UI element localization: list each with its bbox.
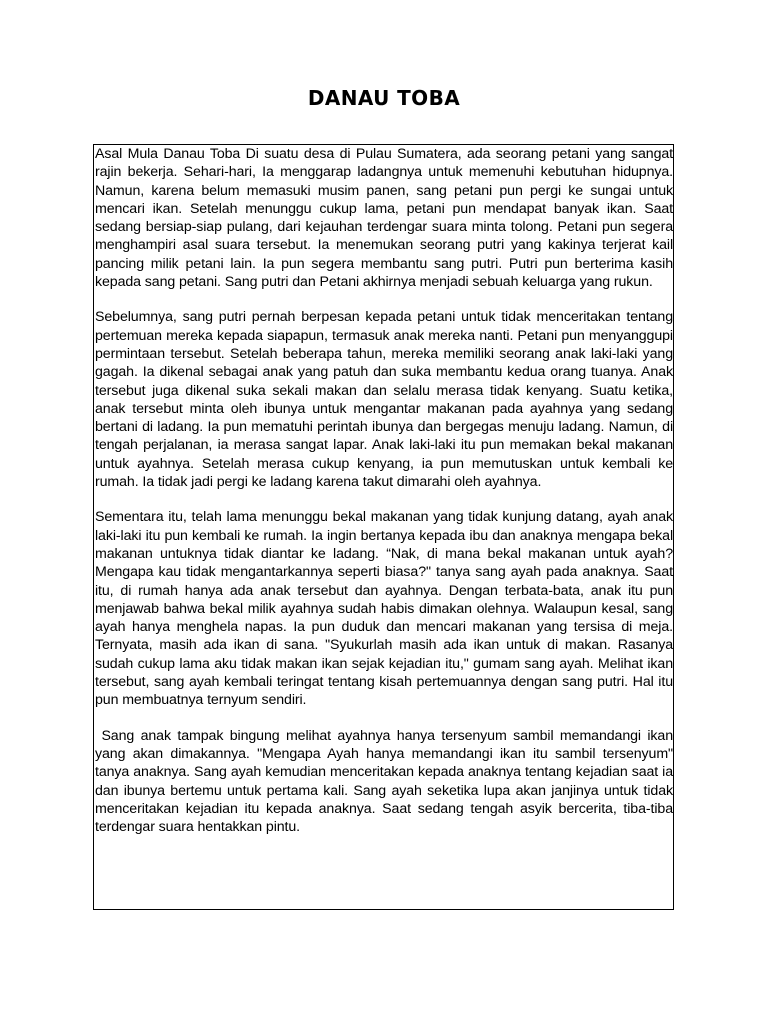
story-paragraph-4: Sang anak tampak bingung melihat ayahnya hanya tersenyum sambil memandangi ikan yang akan dimakannya. "Mengapa Ayah hanya memandangi ikan itu sambil tersenyum" tanya anaknya. Sang ayah kemudian menceritakan kepada anaknya tentang kejadian saat ia dan ibunya bertemu untuk pertama kali. Sang ayah seketika lupa akan janjinya untuk tidak menceritakan kejadian itu kepada anaknya. Saat sedang tengah asyik bercerita, tiba-tiba terdengar suara hentakkan pintu.	[95, 727, 677, 836]
story-text-box	[93, 144, 677, 910]
story-paragraph-2: Sebelumnya, sang putri pernah berpesan kepada petani untuk tidak menceritakan tentang pertemuan mereka kepada siapapun, termasuk anak mereka nanti. Petani pun menyanggupi permintaan tersebut. Setelah beberapa tahun, mereka memiliki seorang anak laki-laki yang gagah. Ia dikenal sebagai anak yang patuh dan suka membantu kedua orang tuanya. Anak tersebut juga dikenal suka sekali makan dan selalu merasa tidak kenyang. Suatu ketika, anak tersebut minta oleh ibunya untuk mengantar makanan pada ayahnya yang sedang bertani di ladang. Ia pun mematuhi perintah ibunya dan bergegas menuju ladang. Namun, di tengah perjalanan, ia merasa sangat lapar. Anak laki-laki itu pun memakan bekal makanan untuk ayahnya. Setelah merasa cukup kenyang, ia pun memutuskan untuk kembali ke rumah. Ia tidak jadi pergi ke ladang karena takut dimarahi oleh ayahnya.	[95, 309, 677, 491]
story-paragraph-3: Sementara itu, telah lama menunggu bekal makanan yang tidak kunjung datang, ayah anak laki-laki itu pun kembali ke rumah. Ia ingin bertanya kepada ibu dan anaknya mengapa bekal makanan untuknya tidak diantar ke ladang. “Nak, di mana bekal makanan untuk ayah? Mengapa kau tidak mengantarkannya seperti biasa?" tanya sang ayah pada anaknya. Saat itu, di rumah hanya ada anak tersebut dan ayahnya. Dengan terbata-bata, anak itu pun menjawab bahwa bekal milik ayahnya sudah habis dimakan olehnya. Walaupun kesal, sang ayah hanya menghela napas. Ia pun duduk dan mencari makanan yang tersisa di meja. Ternyata, masih ada ikan di sana. "Syukurlah masih ada ikan untuk di makan. Rasanya sudah cukup lama aku tidak makan ikan sejak kejadian itu," gumam sang ayah. Melihat ikan tersebut, sang ayah kembali teringat tentang kisah pertemuannya dengan sang putri. Hal itu pun membuatnya ternyum sendiri.	[95, 509, 677, 709]
page-title: DANAU TOBA	[307, 86, 461, 110]
story-paragraph-1: Asal Mula Danau Toba Di suatu desa di Pulau Sumatera, ada seorang petani yang sangat rajin bekerja. Sehari-hari, Ia menggarap ladangnya untuk memenuhi kebutuhan hidupnya. Namun, karena belum memasuki musim panen, sang petani pun pergi ke sungai untuk mencari ikan. Setelah menunggu cukup lama, petani pun mendapat banyak ikan. Saat sedang bersiap-siap pulang, dari kejauhan terdengar suara minta tolong. Petani pun segera menghampiri asal suara tersebut. Ia menemukan seorang putri yang kakinya terjerat kail pancing milik petani lain. Ia pun segera membantu sang putri. Putri pun berterima kasih kepada sang petani. Sang putri dan Petani akhirnya menjadi sebuah keluarga yang rukun.	[95, 146, 677, 291]
